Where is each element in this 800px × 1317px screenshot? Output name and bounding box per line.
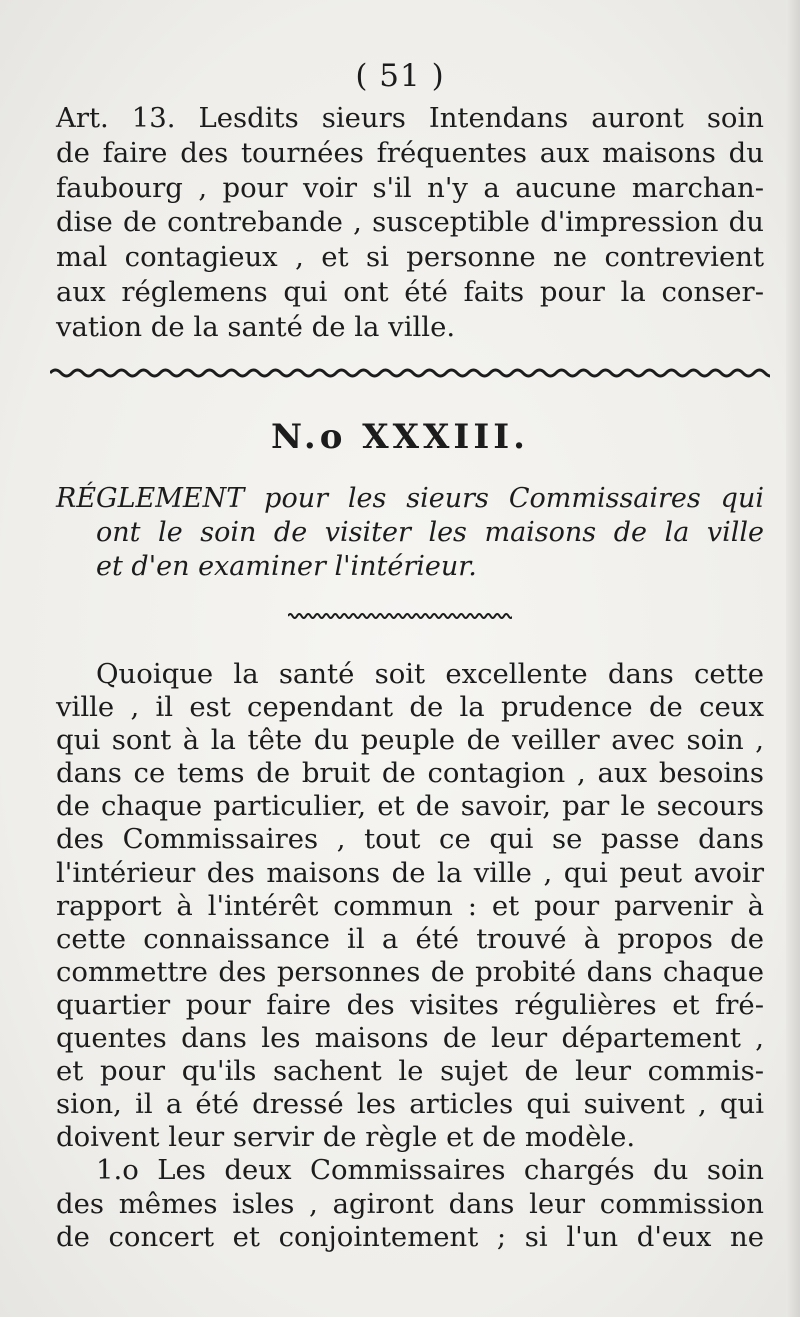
text-line: des Commissaires , tout ce qui se passe dans [56,823,764,856]
text-line: quentes dans les maisons de leur département , [56,1022,764,1055]
text-line: et pour qu'ils sachent le sujet de leur commis- [56,1055,764,1088]
text-line: cette connaissance il a été trouvé à propos de [56,922,764,955]
text-line: de chaque particulier, et de savoir, par le secours [56,790,764,823]
text-line: 1.o Les deux Commissaires chargés du soin [96,1154,764,1187]
text-line: des mêmes isles , agiront dans leur commission [56,1187,764,1220]
section-heading: N.o XXXIII. [271,417,529,457]
page-edge [786,0,800,1317]
text-line: doivent leur servir de règle et de modèle. [56,1121,636,1154]
title-line-rest: pour les sieurs Commissaires qui [244,483,764,514]
text-line: commettre des personnes de probité dans chaque [56,955,764,988]
text-line: sion, il a été dressé les articles qui suivent , qui [56,1088,764,1121]
title-line [56,482,764,516]
article-13-paragraph [56,101,764,345]
text-line: vation de la santé de la ville. [56,310,456,343]
small-ornamental-divider [288,610,512,622]
text-line: Quoique la santé soit excellente dans cette [96,658,764,690]
text-line: Art. 13. Lesdits sieurs Intendans auront soin [56,102,764,134]
text-line: de faire des tournées fréquentes aux maisons du [56,136,764,169]
text-line: faubourg , pour voir s'il n'y a aucune marchan- [56,171,764,204]
text-line: rapport à l'intérêt commun : et pour parvenir à [56,889,764,922]
text-line: ville , il est cependant de la prudence de ceux [56,691,764,724]
title-line: et d'en examiner l'intérieur. [96,551,477,582]
text-line: dans ce tems de bruit de contagion , aux besoins [56,757,764,790]
section-title [56,482,764,584]
text-line: mal contagieux , et si personne ne contrevient [56,241,764,274]
ornamental-wave-divider [50,364,770,382]
text-line: de concert et conjointement ; si l'un d'eux ne [56,1220,764,1253]
text-line: qui sont à la tête du peuple de veiller avec soin , [56,724,764,757]
page-number: ( 51 ) [355,58,445,94]
title-line: ont le soin de visiter les maisons de la ville [96,517,764,548]
text-line: aux réglemens qui ont été faits pour la conser- [56,275,764,308]
text-line: quartier pour faire des visites régulières et fré- [56,988,764,1021]
text-line: l'intérieur des maisons de la ville , qui peut avoir [56,856,764,889]
title-lead-word: RÉGLEMENT [56,483,245,514]
body-paragraph [56,658,764,1254]
text-line: dise de contrebande , susceptible d'impression du [56,206,764,239]
